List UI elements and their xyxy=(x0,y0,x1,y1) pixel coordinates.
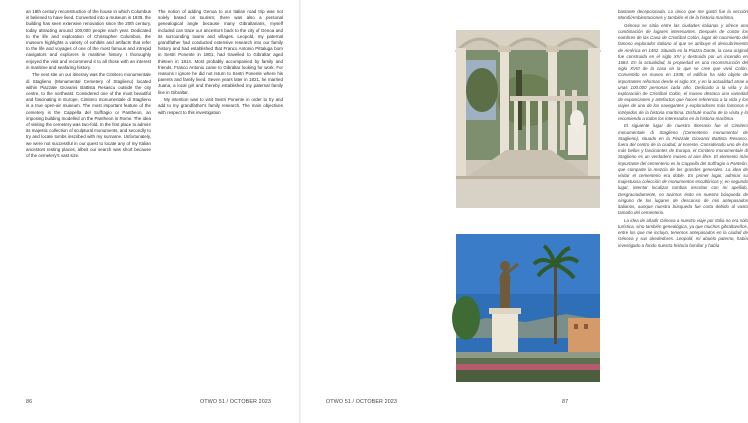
paragraph: bastante decepcionada. Lo único que me gustó fue la sección Mondi/Ambientaciones y también el de la historia marítima. xyxy=(618,9,748,21)
paragraph: The next site on our itinerary was the Cimitero monumentale di Staglieno (Monumental Cemetery of Staglieno) located within Piazzale Giovanni Battista Resasco outside the city centre, to the northeast. Considered one of the most beautiful and fascinating in Europe, Cimitero monumentale di Staglieno is a true open-air museum. The most important feature of the cemetery is the Cappella del Suffragio or Pantheon, an imposing building modelled on the Pantheon in Rome. The idea of visiting the cemetery was two-fold. In the first place to admire its majestic collection of sculptural monuments, and secondly to try and locate tombs inscribed with my surname. Unfortunately, we were not successful in our quest to locate any of my Italian ancestors resting places, albeit our search was short because of the cemetery's vast size. xyxy=(26,72,151,159)
seafront-statue-photo xyxy=(456,234,600,382)
paragraph: La idea de añadir Génova a nuestro viaje por Italia no era sólo turística, sino también genealógica, ya que muchos gibraltareños, entre los que me incluyo, tenemos antepasados en la ciudad de Génova y sus alrededores. Leopold, mi abuelo paterno, había investigado a fondo nuestra historia familiar y había xyxy=(618,217,748,248)
left-page xyxy=(0,0,300,423)
left-page-column-2 xyxy=(158,9,283,389)
paragraph: The notion of adding Genoa to our Italian road trip was not solely based on tourism; there was also a personal genealogical angle because many Gibraltarians, myself included can trace our ancestors back to the city of Genoa and its surrounding towns and villages. Leopold, my paternal grandfather had conducted extensive research into our family history and had established that Franco Antonio Pittaluga born in Sestri Ponente in 1801, had travelled to Gibraltar aged thirteen in 1814. Most probably accompanied by family and friends, Franco Antonio came to Gibraltar looking for work. For reasons I ignore he did not return to Sestri Ponente where his parents and family lived. Seven years later in 1821, he married Juana, a local girl and thereby established my paternal family line in Gibraltar. xyxy=(158,9,283,95)
paragraph: Génova se sitúa entre las ciudades italianas y ofrece una combinación de lugares interesantes. Después de contar los nombres de las Casa de Cristóbal Colón, lugar de nacimiento del famoso explorador italiano al que se atribuye el descubrimiento de América en 1492. Situada en la Piazza Dante, la casa original fue construida en el siglo XIV y destruida por un incendio en 1684. En la actualidad, la propiedad es una reconstrucción del siglo XVIII de la casa en la que se cree que vivió Colón. Convertido en museo en 1938, el edificio ha sido objeto de importantes reformas desde el siglo XX, y en la actualidad atrae a unas 100.000 personas cada año. Dedicado a la vida y la exploración de Cristóbal Colón, el museo destaca una variedad de exposiciones y artefactos que hacen referencia a la vida y los viajes de uno de los navegantes y exploradores más famosos e intrépidos de la historia marítima. Disfruté mucho de la visita y lo recomiendo a todos los interesados en la historia marítima. xyxy=(618,22,748,121)
page-number-right: 87 xyxy=(562,399,569,405)
left-page-column-1 xyxy=(26,9,151,389)
footer-issue-right: OTWO 51 / OCTOBER 2023 xyxy=(326,399,398,405)
page-number-left: 86 xyxy=(26,399,33,405)
paragraph: El siguiente lugar de nuestro itinerario fue el Cimitero monumentale di Staglieno (Cementerio monumental de Staglieno), situado en la Piazzale Giovanni Battista Resasco, fuera del centro de la ciudad, al noreste. Considerado uno de los más bellos y fascinantes de Europa, el Cimitero monumentale di Staglieno es un verdadero museo al aire libre. El elemento más importante del cementerio es la Cappella del Suffragio o Panteón, que comparte la mezcla de los grandes generales. La idea de visitar el cementerio era doble. En primer lugar, admirar su majestuosa colección de monumentos escultóricos y, en segundo lugar, intentar localizar tumbas inscritas con mi apellido. Desgraciadamente, no tuvimos éxito en nuestra búsqueda de ninguno de los lugares de descanso de mis antepasados italianos, aunque nuestra búsqueda fue corta debido al vasto tamaño del cementerio. xyxy=(618,123,748,216)
footer-issue-left: OTWO 51 / OCTOBER 2023 xyxy=(200,399,272,405)
cemetery-arcade-photo xyxy=(456,30,600,208)
right-page-column-spanish xyxy=(618,9,748,389)
paragraph: My intention was to visit Sestri Ponente in order to try and add to my grandfather's family research. The main objectives with respect to this investigation xyxy=(158,97,283,115)
paragraph: an 18th century reconstruction of the house in which Columbus is believed to have lived. Converted into a museum in 1938, the building has seen extensive renovation since the 20th century, today attracting around 100,000 people each year. Dedicated to the life and exploration of Christopher Columbus, the museum highlights a variety of exhibits and artifacts that refer to the life and voyages of one of the most famous and intrepid navigators and explorers in maritime history. I thoroughly enjoyed the visit and recommend it to all those with an interest in maritime and seafaring history. xyxy=(26,9,151,70)
